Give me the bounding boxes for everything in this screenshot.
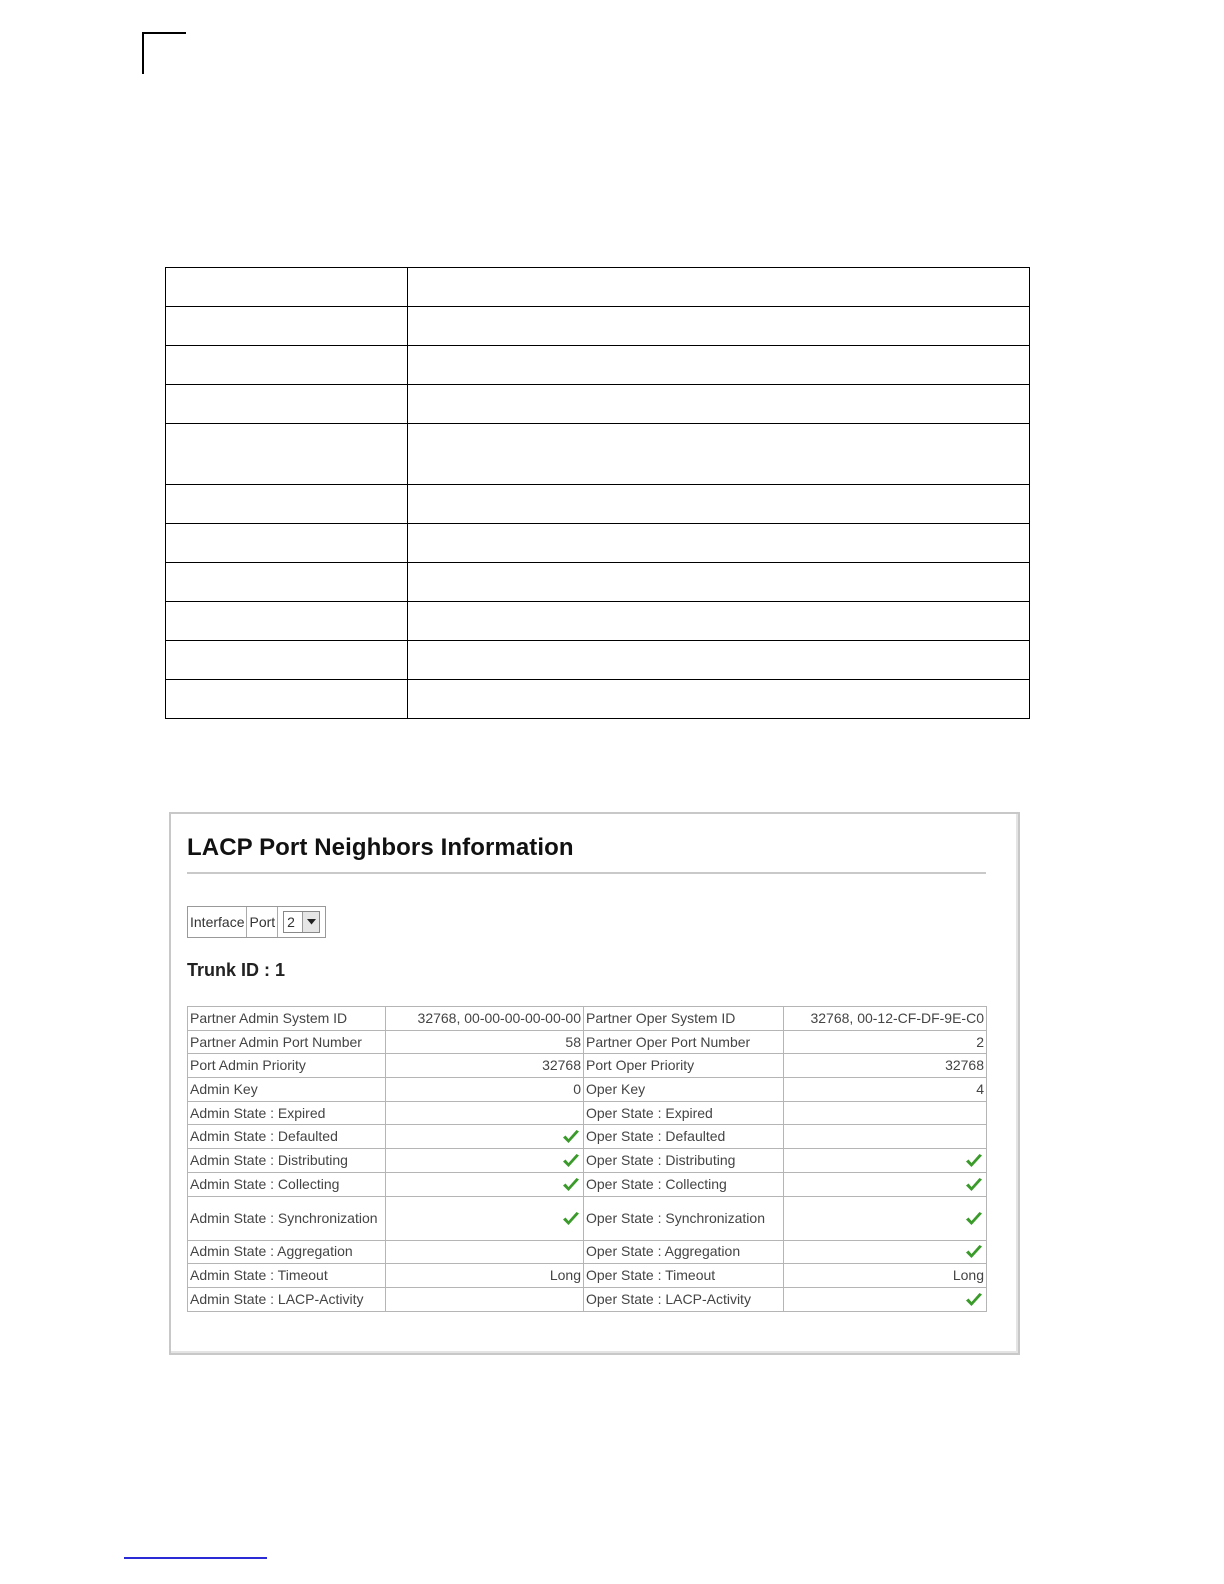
admin-label: Admin State : Timeout: [188, 1264, 386, 1288]
page-title: LACP Port Neighbors Information: [187, 834, 574, 861]
admin-value: 32768: [386, 1054, 584, 1078]
admin-state-cell: [386, 1125, 584, 1149]
admin-state-cell: [386, 1196, 584, 1240]
oper-state-cell: [784, 1287, 987, 1311]
oper-label: Oper State : Distributing: [584, 1149, 784, 1173]
admin-state-cell: [386, 1240, 584, 1264]
admin-label: Admin State : LACP-Activity: [188, 1287, 386, 1311]
check-icon: [561, 1176, 581, 1192]
table-row: [188, 1264, 987, 1288]
port-label: Port: [247, 907, 278, 937]
admin-value: Long: [386, 1264, 584, 1288]
trunk-id: Trunk ID : 1: [187, 960, 286, 980]
interface-label: Interface: [188, 907, 247, 937]
check-icon: [561, 1209, 581, 1225]
check-icon: [561, 1128, 581, 1144]
title-divider: [187, 872, 986, 874]
oper-label: Oper State : Expired: [584, 1101, 784, 1125]
admin-label: Admin State : Synchronization: [188, 1196, 386, 1240]
oper-label: Port Oper Priority: [584, 1054, 784, 1078]
admin-label: Partner Admin System ID: [188, 1007, 386, 1031]
check-icon: [964, 1176, 984, 1192]
admin-label: Admin State : Aggregation: [188, 1240, 386, 1264]
table-row: [188, 1125, 987, 1149]
check-icon: [964, 1291, 984, 1307]
admin-state-cell: [386, 1287, 584, 1311]
neighbors-table: [187, 1006, 987, 1312]
table-row: [188, 1172, 987, 1196]
oper-state-cell: [784, 1196, 987, 1240]
oper-label: Oper State : LACP-Activity: [584, 1287, 784, 1311]
check-icon: [964, 1243, 984, 1259]
check-icon: [964, 1152, 984, 1168]
table-row: [188, 1054, 987, 1078]
admin-value: 32768, 00-00-00-00-00-00: [386, 1007, 584, 1031]
crop-mark: [142, 32, 186, 74]
oper-value: 2: [784, 1030, 987, 1054]
admin-state-cell: [386, 1101, 584, 1125]
oper-value: 4: [784, 1078, 987, 1102]
description-table: [165, 267, 1030, 719]
oper-value: Long: [784, 1264, 987, 1288]
admin-label: Admin Key: [188, 1078, 386, 1102]
oper-state-cell: [784, 1101, 987, 1125]
footer-link-underline: [124, 1557, 267, 1559]
oper-state-cell: [784, 1125, 987, 1149]
oper-state-cell: [784, 1172, 987, 1196]
oper-state-cell: [784, 1240, 987, 1264]
oper-state-cell: [784, 1149, 987, 1173]
oper-label: Oper State : Timeout: [584, 1264, 784, 1288]
interface-selector: [187, 906, 326, 938]
table-row: [188, 1007, 987, 1031]
oper-value: 32768, 00-12-CF-DF-9E-C0: [784, 1007, 987, 1031]
oper-label: Oper State : Collecting: [584, 1172, 784, 1196]
oper-label: Oper State : Aggregation: [584, 1240, 784, 1264]
admin-state-cell: [386, 1149, 584, 1173]
admin-state-cell: [386, 1172, 584, 1196]
admin-label: Admin State : Collecting: [188, 1172, 386, 1196]
admin-label: Partner Admin Port Number: [188, 1030, 386, 1054]
chevron-down-icon[interactable]: [302, 912, 319, 932]
table-row: [188, 1196, 987, 1240]
table-row: [188, 1149, 987, 1173]
admin-label: Port Admin Priority: [188, 1054, 386, 1078]
oper-label: Partner Oper Port Number: [584, 1030, 784, 1054]
table-row: [188, 1030, 987, 1054]
admin-label: Admin State : Distributing: [188, 1149, 386, 1173]
admin-label: Admin State : Expired: [188, 1101, 386, 1125]
port-select[interactable]: [283, 911, 320, 933]
check-icon: [964, 1209, 984, 1225]
admin-value: 58: [386, 1030, 584, 1054]
oper-label: Partner Oper System ID: [584, 1007, 784, 1031]
table-row: [188, 1101, 987, 1125]
port-select-cell: [278, 907, 325, 937]
oper-label: Oper State : Synchronization: [584, 1196, 784, 1240]
oper-label: Oper State : Defaulted: [584, 1125, 784, 1149]
table-row: [188, 1240, 987, 1264]
lacp-neighbors-panel: [169, 812, 1020, 1355]
port-select-value: 2: [287, 914, 295, 930]
oper-label: Oper Key: [584, 1078, 784, 1102]
oper-value: 32768: [784, 1054, 987, 1078]
table-row: [188, 1078, 987, 1102]
table-row: [188, 1287, 987, 1311]
admin-value: 0: [386, 1078, 584, 1102]
check-icon: [561, 1152, 581, 1168]
admin-label: Admin State : Defaulted: [188, 1125, 386, 1149]
